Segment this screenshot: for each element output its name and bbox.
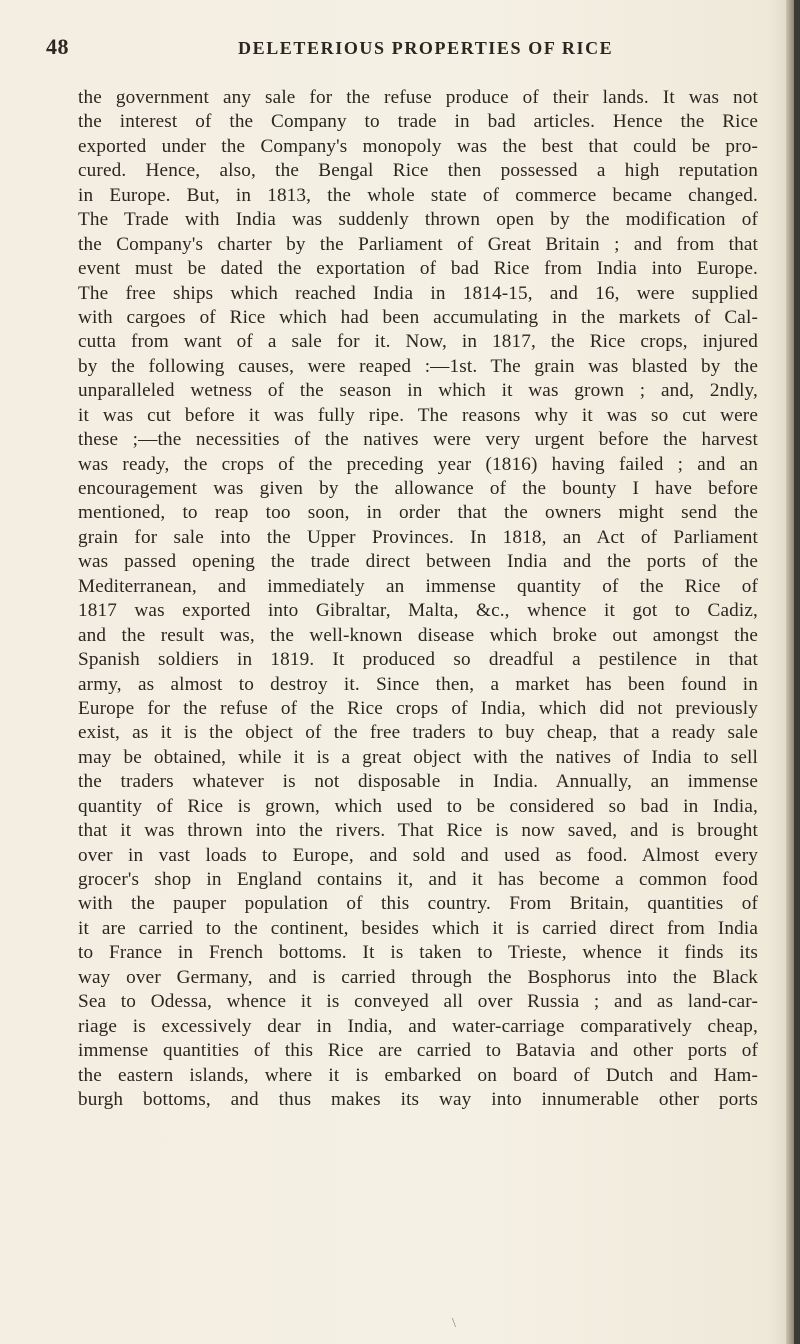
running-head: DELETERIOUS PROPERTIES OF RICE [238, 38, 614, 58]
text-line: that it was thrown into the rivers. That Rice is now saved, and is brought [78, 820, 758, 842]
text-line: exist, as it is the object of the free traders to buy cheap, that a ready sale [78, 722, 758, 744]
text-line: cured. Hence, also, the Bengal Rice then possessed a high reputation [78, 160, 758, 182]
text-line: may be obtained, while it is a great object with the natives of India to sell [78, 746, 758, 768]
text-line: Sea to Odessa, whence it is conveyed all over Russia ; and as land-car- [78, 991, 758, 1013]
text-line: in Europe. But, in 1813, the whole state of commerce became changed. [78, 184, 758, 206]
text-line: grain for sale into the Upper Provinces. In 1818, an Act of Parliament [78, 526, 758, 548]
page-number: 48 [46, 34, 69, 59]
text-line: the Company's charter by the Parliament of Great Britain ; and from that [78, 233, 758, 255]
body-text [78, 86, 758, 1112]
text-line: mentioned, to reap too soon, in order that the owners might send the [78, 502, 758, 524]
text-line: the interest of the Company to trade in bad articles. Hence the Rice [78, 111, 758, 133]
text-line: unparalleled wetness of the season in which it was grown ; and, 2ndly, [78, 380, 758, 402]
text-line: it are carried to the continent, besides which it is carried direct from India [78, 917, 758, 939]
text-line: way over Germany, and is carried through the Bosphorus into the Black [78, 966, 758, 988]
text-line: riage is excessively dear in India, and water-carriage comparatively cheap, [78, 1015, 758, 1037]
text-line: the government any sale for the refuse produce of their lands. It was not [78, 87, 758, 108]
text-line: The Trade with India was suddenly thrown open by the modification of [78, 209, 758, 231]
text-line: to France in French bottoms. It is taken to Trieste, whence it finds its [78, 942, 758, 964]
text-line: was ready, the crops of the preceding year (1816) having failed ; and an [78, 453, 758, 475]
text-line: and the result was, the well-known disease which broke out amongst the [78, 624, 758, 646]
text-line: burgh bottoms, and thus makes its way into innumerable other ports [78, 1088, 758, 1110]
text-line: 1817 was exported into Gibraltar, Malta, &c., whence it got to Cadiz, [78, 600, 758, 622]
text-line: encouragement was given by the allowance of the bounty I have before [78, 478, 758, 499]
stray-mark: \ [452, 1316, 456, 1331]
text-line: exported under the Company's monopoly was the best that could be pro- [78, 135, 758, 157]
text-line: Spanish soldiers in 1819. It produced so dreadful a pestilence in that [78, 649, 758, 671]
text-line: Europe for the refuse of the Rice crops of India, which did not previously [78, 697, 758, 719]
text-line: over in vast loads to Europe, and sold and used as food. Almost every [78, 844, 758, 866]
text-line: grocer's shop in England contains it, and it has become a common food [78, 869, 758, 890]
text-line: the eastern islands, where it is embarked on board of Dutch and Ham- [78, 1064, 758, 1086]
text-line: by the following causes, were reaped :—1st. The grain was blasted by the [78, 355, 758, 377]
text-line: these ;—the necessities of the natives were very urgent before the harvest [78, 429, 758, 451]
text-line: The free ships which reached India in 1814-15, and 16, were supplied [78, 282, 758, 304]
text-line: was passed opening the trade direct between India and the ports of the [78, 551, 758, 573]
text-line: Mediterranean, and immediately an immense quantity of the Rice of [78, 575, 758, 597]
text-line: the traders whatever is not disposable in India. Annually, an immense [78, 771, 758, 793]
text-line: with cargoes of Rice which had been accumulating in the markets of Cal- [78, 306, 758, 328]
text-line: quantity of Rice is grown, which used to be considered so bad in India, [78, 795, 758, 817]
text-line: event must be dated the exportation of bad Rice from India into Europe. [78, 258, 758, 280]
text-line: army, as almost to destroy it. Since then, a market has been found in [78, 673, 758, 695]
page-header [46, 34, 746, 68]
text-line: it was cut before it was fully ripe. The reasons why it was so cut were [78, 404, 758, 426]
text-line: with the pauper population of this country. From Britain, quantities of [78, 893, 758, 915]
text-line: immense quantities of this Rice are carried to Batavia and other ports of [78, 1040, 758, 1062]
text-line: cutta from want of a sale for it. Now, in 1817, the Rice crops, injured [78, 331, 758, 353]
book-spine-shadow [794, 0, 800, 1344]
